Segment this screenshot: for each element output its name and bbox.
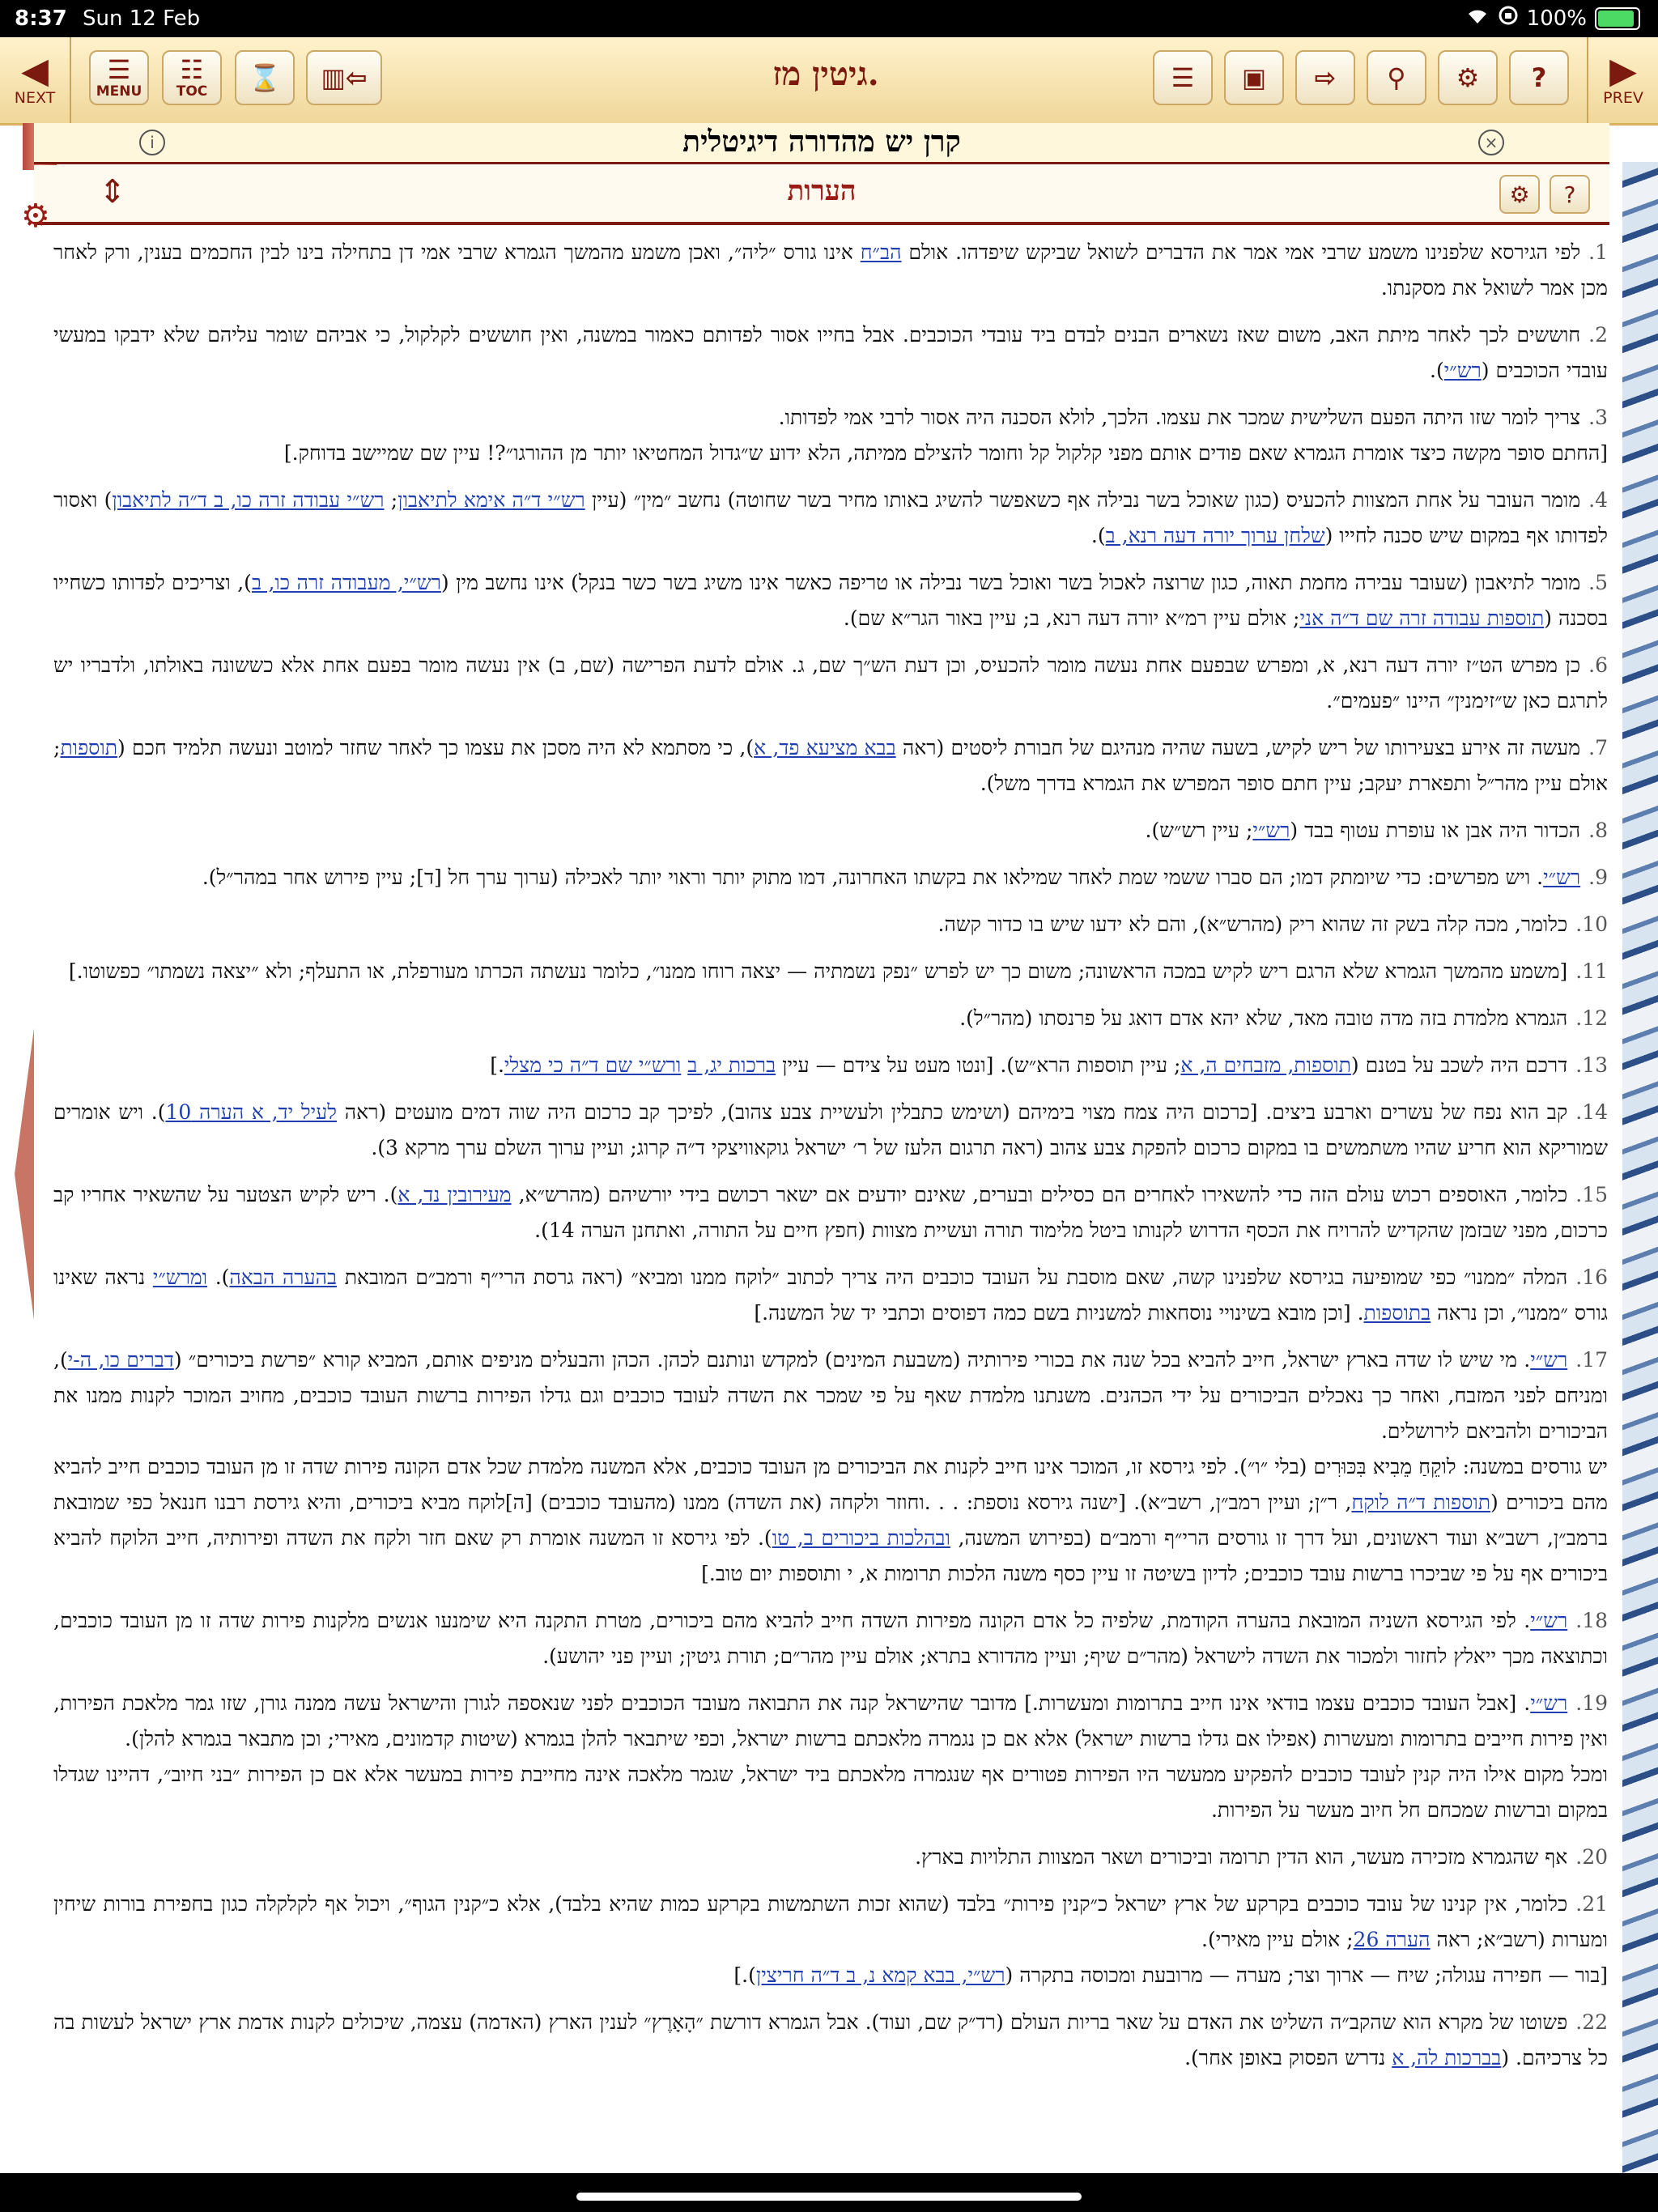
- note-text: ; עיין תוספות הרא״ש). [ונטו מעט על צידם — עיין: [776, 1053, 1181, 1077]
- note-link[interactable]: תוספות ד״ה לוקח: [1351, 1491, 1491, 1514]
- note-text: . [אבל העובד כוכבים עצמו בודאי אינו חייב בתרומות ומעשרות.] מדובר שהישראל קנה את התבואה מעובד הכוכבים לפני שנאספה לגורן והישראל עשה ממנה גורן, שזו גמר מלאכת הפירות, ואין פירות חייבים בתרומות ומעשרות (אפילו אם גדלו ברשות ישראל) אלא אם כן נגמרה מלאכתם ברשות ישראל, וכפי שיתבאר להלן בגמרא (שיטות קדמונים, מאירי; וכן מתבאר בגמרא להלן).: [53, 1691, 1608, 1750]
- note-text: ), כי מסתמא לא היה מסכן את עצמו כך לאחר שחזר למוטב ונעשה תלמיד חכם (: [117, 736, 755, 759]
- note-text: . מי שיש לו שדה בארץ ישראל, חייב להביא בכל שנה את בכורי פירותיה (משבעת המינים) למקדש ונותנם לכהן. הכהן והבעלים מניפים אותם, המביא קורא ״פרשת ביכורים״ (: [173, 1348, 1531, 1372]
- note-link[interactable]: רש״י: [1252, 819, 1290, 842]
- note-text: ).: [207, 1266, 230, 1289]
- note-link[interactable]: מעירובין נד, א: [397, 1183, 512, 1206]
- note-number: 22.: [1575, 2010, 1608, 2034]
- note-link[interactable]: בבא מציעא פד, א: [754, 736, 896, 759]
- note-text: ) ואסור לפדותו אף במקום שיש סכנה לחייו (: [53, 488, 1608, 547]
- note-number: 10.: [1575, 912, 1608, 936]
- notes-list: [53, 235, 1608, 2173]
- battery-icon: [1595, 7, 1640, 30]
- note-number: 4.: [1588, 488, 1608, 512]
- note-paragraph: [53, 860, 1608, 895]
- note-link[interactable]: תוספות, מזבחים ה, א: [1180, 1053, 1351, 1077]
- note-text: ), וצריכים לפדותו כשחייו בסכנה (: [53, 571, 1608, 630]
- note-item: [53, 648, 1608, 719]
- note-link[interactable]: רש״י, בבא קמא נ, ב ד״ה חריצין: [755, 1963, 1005, 1987]
- help-button[interactable]: [1509, 50, 1569, 105]
- hourglass-icon: ⌛: [249, 62, 281, 93]
- note-paragraph: [53, 1260, 1608, 1331]
- close-icon[interactable]: ×: [1478, 130, 1504, 155]
- page-title: גיטין מז.: [772, 55, 879, 93]
- note-extra: [החתם סופר מקשה כיצד אומרת הגמרא שאם פודים אותם מפני קלקול קל וחומר להצילם ממיתה, הלא ידוע ש״גדול המחטיאו יותר מן ההורגו״?! עיין שם שמיישב בדוחק.]: [283, 441, 1608, 465]
- briefcase-button[interactable]: [1224, 50, 1284, 105]
- arrow-right-icon: ▶: [1609, 50, 1637, 91]
- note-paragraph: [53, 1686, 1608, 1757]
- note-text: ;: [384, 488, 398, 512]
- note-item: [53, 1001, 1608, 1036]
- briefcase-icon: ▣: [1241, 62, 1267, 93]
- note-text: ). ויש אומרים שמוריקא הוא חריע שהיו משתמשים בו במקום כרכום להפקת צבע צהוב (ראה תרגום הלעז של ר׳ ישראל גוקאוויצקי ד״ה קרוג; ועיין ערוך השלם ערך מרקא 3).: [53, 1100, 1608, 1159]
- note-item: [53, 235, 1608, 306]
- note-number: 20.: [1575, 1845, 1608, 1869]
- status-right: [1465, 5, 1640, 32]
- note-paragraph: [53, 1048, 1608, 1083]
- note-text: . [וכן מובא בשינויי נוסחאות למשניות בשם כמה דפוסים וכתבי יד של המשנה.]: [754, 1301, 1364, 1325]
- note-number: 18.: [1575, 1609, 1608, 1632]
- resize-vertical-icon[interactable]: ⇕: [99, 173, 126, 211]
- status-date: Sun 12 Feb: [83, 6, 201, 31]
- note-link[interactable]: רש״י: [1530, 1348, 1568, 1372]
- note-paragraph: [53, 235, 1608, 306]
- note-paragraph: [53, 907, 1608, 942]
- note-text: אף שהגמרא מזכירה מעשר, הוא הדין תרומה וביכורים ושאר המצוות התלויות בארץ.: [915, 1845, 1568, 1869]
- toc-label: TOC: [176, 83, 208, 100]
- note-text: ). לפי גירסא זו המשנה אומרת רק שאם חזר ולקח את השדה ופירותיה, חייב הלוקח להביא ביכורים אף על פי שביכרו ברשות עובד כוכבים; לדיון בשיטה זו עיין כסף משנה הלכות תרומות א, י ותוספות יום טוב.]: [53, 1526, 1608, 1585]
- note-link[interactable]: רש״י עבודה זרה כו, ב ד״ה לתיאבון: [112, 488, 385, 512]
- note-item: [53, 2005, 1608, 2076]
- side-drawer-handle[interactable]: [15, 1028, 34, 1320]
- note-link[interactable]: הערה 26: [1353, 1928, 1431, 1951]
- note-paragraph: [53, 483, 1608, 554]
- note-text: [בור — חפירה עגולה; שיח — ארוך וצר; מערה — מרובעת ומכוסה בתקרה (: [1005, 1963, 1608, 1987]
- note-text: [משמע מהמשך הגמרא שלא הרגם ריש לקיש במכה הראשונה; משום כך יש לפרש ״נפק נשמתיה — יצאה רוחו ממנו״, כלומר נעשתה הכרתו מעורפלת, או התעלף; ולא ״יצאה נשמתו״ כפשוטו.]: [68, 959, 1568, 983]
- question-icon: ?: [1563, 181, 1576, 208]
- note-text: דרכם היה לשכב על בטנם (: [1350, 1053, 1568, 1077]
- toolbar: [0, 37, 1658, 125]
- note-link[interactable]: רש״י: [1530, 1609, 1568, 1632]
- note-item: [53, 1048, 1608, 1083]
- note-text: כלומר, אין קנינו של עובד כוכבים בקרקע של ארץ ישראל כ״קנין פירות״ בלבד (שהוא זכות השתמשות בקרקע כמות שהיא בלבד), אלא כ״קנין הגוף״, ויכול אף לקלקלה כגון בחפירת בורות שיחין ומערות (רשב״א; ראה: [53, 1892, 1608, 1951]
- note-text: צריך לומר שזו היתה הפעם השלישית שמכר את עצמו. הלכך, לולא הסכנה היה אסור לרבי אמי לפדותו.: [778, 406, 1581, 429]
- note-text: יש גורסים במשנה: לוקֵחַ מֵבִיא בִּכּוּרִים (בלי ״ו״). לפי גירסא זו, המוכר אינו חייב לקנות את הביכורים מן העובד כוכבים, אלא המשנה מלמדת שכל אדם הקונה פירות שדה זו מן העובד כוכבים חייב להביא מהם ביכורים (: [53, 1455, 1608, 1514]
- edition-banner: [34, 123, 1609, 164]
- page-lines-icon: ☰: [1171, 62, 1195, 93]
- notes-panel-header: [34, 165, 1609, 225]
- goto-button[interactable]: [1295, 50, 1355, 105]
- note-text: מומר העובר על אחת המצוות להכעיס (כגון שאוכל בשר נבילה אף כשאפשר להשיג באותו מחיר בשר שחוטה) נחשב ״מין״ (עיין: [585, 488, 1581, 512]
- note-text: לפי הגירסא שלפנינו משמע שרבי אמי אמר את הדברים לשואל שביקש שיפדהו. אולם: [901, 240, 1581, 264]
- note-paragraph: [53, 1342, 1608, 1449]
- note-text: כלומר, האוספים רכוש עולם הזה כדי להשאירו לאחרים הם כסילים ובערים, שאינם יודעים אם ישאר רכושם בידי יורשיהם (מהרש״א,: [511, 1183, 1568, 1206]
- note-link[interactable]: רש״י, מעבודה זרה כו, ב: [251, 571, 441, 594]
- note-item: [53, 317, 1608, 389]
- note-paragraph: [53, 1840, 1608, 1875]
- note-item: [53, 907, 1608, 942]
- note-text: ; אולם עיין מאירי).: [1201, 1928, 1354, 1951]
- gear-icon: ⚙: [1456, 62, 1480, 93]
- note-item: [53, 860, 1608, 895]
- arrow-left-icon: ◀: [21, 50, 49, 91]
- search-button[interactable]: [1367, 50, 1426, 105]
- note-link[interactable]: תוספות עבודה זרה שם ד״ה אני: [1299, 606, 1545, 630]
- note-text: ; אולם עיין רמ״א יורה דעה רנא, ב; עיין באור הגר״א שם).: [843, 606, 1300, 630]
- page-layout-button[interactable]: [1153, 50, 1213, 105]
- note-item: [53, 483, 1608, 554]
- note-number: 6.: [1588, 653, 1608, 677]
- note-text: .]: [490, 1053, 504, 1077]
- arrow-right-icon: ⇨: [1314, 62, 1337, 93]
- note-number: 2.: [1588, 323, 1608, 347]
- note-text: מומר לתיאבון (שעובר עבירה מחמת תאוה, כגון שרוצה לאכול בשר ואוכל בשר נבילה או טריפה כאשר אינו משיג בשר כשר בנקל) אינו נחשב מין (: [440, 571, 1581, 594]
- book-back-arrow-icon: ▥⇦: [321, 62, 368, 93]
- note-item: [53, 954, 1608, 989]
- note-item: [53, 730, 1608, 802]
- note-link[interactable]: לעיל יד, א הערה 10: [165, 1100, 338, 1124]
- note-number: 15.: [1575, 1183, 1608, 1206]
- note-text: ).: [1090, 524, 1106, 547]
- note-paragraph: [53, 317, 1608, 389]
- note-paragraph: [53, 565, 1608, 636]
- note-link[interactable]: הב״ח: [860, 240, 902, 264]
- note-text: מעשה זה אירע בצעירותו של ריש לקיש, בשעה שהיה מנהיגם של חבורת ליסטים (ראה: [895, 736, 1581, 759]
- note-text: ; עיין רש״ש).: [1145, 819, 1253, 842]
- battery-percent: 100%: [1526, 6, 1587, 31]
- gear-icon[interactable]: ⚙: [21, 198, 50, 235]
- note-paragraph: [53, 1001, 1608, 1036]
- note-number: 9.: [1588, 866, 1608, 889]
- note-link[interactable]: בהערה הבאה: [229, 1266, 338, 1289]
- note-text: ).: [1430, 359, 1444, 382]
- note-text: כן מפרש הט״ז יורה דעה רנא, א, ומפרש שבפעם אחת נעשה מומר להכעיס, וכן דעת הש״ך שם, ג. אולם לדעת הפרישה (שם, ב) אין נעשה מומר בפעם אחת אלא כששונה באולתו, ולדבריו יש לתרגם כאן ש״זימנין״ היינו ״פעמים״.: [53, 653, 1608, 713]
- note-text: פשוטו של מקרא הוא שהקב״ה השליט את האדם על שאר בריות העולם (רד״ק שם, ועוד). אבל הגמרא דורשת ״הָאָרֶץ״ לענין הארץ (האדמה) עצמה, שיכולים לקנות אדמת ארץ ישראל לעשות בה כל צרכיהם. (: [53, 2010, 1608, 2069]
- prev-button[interactable]: [1587, 37, 1658, 123]
- note-extra: [53, 1449, 1608, 1592]
- note-paragraph: [53, 400, 1608, 436]
- question-icon: ?: [1531, 62, 1547, 93]
- note-paragraph: [53, 1177, 1608, 1249]
- note-number: 17.: [1575, 1348, 1608, 1372]
- note-text: הכדור היה אבן או עופרת עטוף בבד (: [1290, 819, 1581, 842]
- note-paragraph: [53, 1603, 1608, 1674]
- note-number: 14.: [1575, 1100, 1608, 1124]
- note-item: [53, 1177, 1608, 1249]
- note-text: . ויש מפרשים: כדי שיומתק דמו; הם סברו ששמי שמת לאחר שמילאו את בקשתו האחרונה, דמו מתוק יותר וראוי יותר לאכילה (ערוך ערך חל [ד]; עיין פירוש אחר במהר״ל).: [202, 866, 1544, 889]
- next-button[interactable]: [0, 37, 71, 123]
- back-to-text-button[interactable]: [306, 50, 382, 105]
- note-link[interactable]: רש״י: [1443, 359, 1482, 382]
- note-paragraph: [53, 648, 1608, 719]
- note-number: 5.: [1588, 571, 1608, 594]
- edition-title: קרן יש מהדורה דיגיטלית: [682, 125, 961, 159]
- note-text: כלומר, מכה קלה בשק זה שהוא ריק (מהרש״א), והם לא ידעו שיש בו כדור קשה.: [937, 912, 1568, 936]
- note-item: [53, 400, 1608, 471]
- note-link[interactable]: ורש״י שם ד״ה כי מצלי: [504, 1053, 682, 1077]
- note-item: [53, 813, 1608, 849]
- note-number: 16.: [1575, 1266, 1608, 1289]
- list-icon: ☷: [180, 54, 204, 85]
- note-link[interactable]: בברכות לה, א: [1392, 2046, 1502, 2069]
- decorative-border: [1622, 162, 1658, 2173]
- note-text: חוששים לכך לאחר מיתת האב, משום שאז נשארים הבנים לבדם ביד עובדי הכוכבים. אבל בחייו אסור לפדותם כאמור במשנה, ואין חוששים לקלקול, כי אביהם שומר עליהם שלא ידבקו במעשי עובדי הכוכבים (: [53, 323, 1608, 382]
- note-text: נראה שאינו גורס ״ממנו״, וכן נראה: [53, 1266, 1608, 1325]
- note-text: ). ריש לקיש הצטער על שהשאיר אחריו קב כרכום, מפני שבזמן שהקדיש להרויח את הכסף הדרוש לקנותו ביטל מלימוד תורה ועשיית מצוות (חפץ חיים על התורה, ואתחנן הערה 14).: [53, 1183, 1608, 1242]
- note-paragraph: [53, 813, 1608, 849]
- note-number: 1.: [1588, 240, 1608, 264]
- note-text: קב הוא נפח של עשרים וארבע ביצים. [כרכום היה צמח מצוי בימיהם (ושימש כתבלין ולעשיית צבע צהוב), לפיכך קב כרכום היה שוה דמים מועטים (ראה: [337, 1100, 1568, 1124]
- next-label: NEXT: [14, 89, 56, 107]
- note-number: 8.: [1588, 819, 1608, 842]
- note-paragraph: [53, 954, 1608, 989]
- status-time: 8:37: [15, 6, 67, 31]
- note-number: 21.: [1575, 1892, 1608, 1916]
- note-number: 3.: [1588, 406, 1608, 429]
- wifi-icon: [1465, 6, 1490, 31]
- note-link[interactable]: דברים כו, ה-י: [67, 1348, 174, 1372]
- note-item: [53, 1887, 1608, 1993]
- toc-button[interactable]: [162, 50, 222, 105]
- note-text: אינו גורס ״ליה״, ואכן משמע מהמשך הגמרא שרבי אמי דן בתחילה בינו לבין החכמים בענין, ורק לאחר מכן אמר לשואל את מסקנתו.: [53, 240, 1608, 300]
- note-text: ), ומניחם לפני המזבח, ואחר כך נאכלים הביכורים על ידי הכהנים. משנתנו מלמדת שאף על פי שמכר את השדה לעובד כוכבים וגם גדלו הפירות ברשות העובד כוכבים, מחויב המוכר לקנות ממנו את הביכורים ולהביאם לירושלים.: [53, 1348, 1608, 1443]
- note-number: 7.: [1588, 736, 1608, 759]
- note-link[interactable]: רש״י: [1543, 866, 1581, 889]
- note-item: [53, 1260, 1608, 1331]
- battery-fill: [1598, 11, 1634, 27]
- note-text: . לפי הגירסא השניה המובאת בהערה הקודמת, שלפיה כל אדם הקונה מפירות השדה חייב להביא מהם ביכורים, מטרת התקנה היא שימנעו אנשים מלקנות פירות שדה זו מן העובד כוכבים, וכתוצאה מכך ייאלץ לחזור ולמכור את השדה לישראל (מהר״ם שיף; ועיין מהדורא בתרא; אולם עיין מהר״ם; תורת גיטין; ועיין פני יהושע).: [53, 1609, 1608, 1668]
- note-paragraph: [53, 730, 1608, 802]
- prev-label: PREV: [1603, 89, 1643, 107]
- note-item: [53, 1840, 1608, 1875]
- note-number: 19.: [1575, 1691, 1608, 1715]
- note-paragraph: [53, 2005, 1608, 2076]
- note-link[interactable]: שלחן ערוך יורה דעה רנא, ב: [1105, 524, 1325, 547]
- note-text: ; אולם עיין מהר״ל ותפארת יעקב; עיין חתם סופר המפרש את הגמרא בדרך משל).: [53, 736, 1608, 795]
- note-text: ).]: [733, 1963, 756, 1987]
- note-text: נדרש הפסוק באופן אחר).: [1184, 2046, 1392, 2069]
- note-item: [53, 1603, 1608, 1674]
- note-number: 11.: [1575, 959, 1608, 983]
- hamburger-icon: ☰: [107, 54, 131, 85]
- note-link[interactable]: ברכות יג, ב: [687, 1053, 776, 1077]
- note-text: המלה ״ממנו״ כפי שמופיעה בגירסא שלפנינו קשה, שאם מוסבת על העובד כוכבים היה צריך לכתוב ״לוקח ממנו ומביא״ (ראה גרסת הרי״ף ורמב״ם המובאת: [337, 1266, 1568, 1289]
- home-indicator[interactable]: [576, 2193, 1082, 2201]
- note-number: 12.: [1575, 1006, 1608, 1030]
- orientation-lock-icon: [1498, 5, 1519, 32]
- note-link[interactable]: תוספות: [60, 736, 118, 759]
- note-text: הגמרא מלמדת בזה מדה טובה מאד, שלא יהא אדם דואג על פרנסתו (מהר״ל).: [959, 1006, 1568, 1030]
- notes-help-button[interactable]: [1550, 175, 1590, 214]
- note-text: , ר״ן; ועיין רמב״ן, רשב״א). [ישנה גירסא נוספת: . . .וחוזר ולקחה (את השדה) ממנו (מהעובד כוכבים) [ה]לוקח מביא ביכורים, והיא גירסת רבנו חננאל כפי שמובאת ברמב״ן, רשב״א ועוד ראשונים, ועל דרך זו גורסים הרי״ף ורמב״ם (בפירוש המשנה,: [53, 1491, 1608, 1550]
- search-icon: ⚲: [1387, 62, 1406, 93]
- note-number: 13.: [1575, 1053, 1608, 1077]
- note-link[interactable]: רש״י ד״ה אימא לתיאבון: [397, 488, 585, 512]
- note-item: [53, 565, 1608, 636]
- note-item: [53, 1686, 1608, 1828]
- note-extra: ומכל מקום אילו היה קנין לעובד כוכבים להפקיע ממעשר היו הפירות פטורים אף שנגמרה מלאכתם ביד ישראל, שגמר מלאכה אינה מחייבת פירות במעשר אלא אם כן הפירות ״בני חיוב״, דהיינו שגדלו במקום וברשות שמכחם חל חיוב מעשר על הפירות.: [53, 1763, 1608, 1822]
- history-button[interactable]: [235, 50, 295, 105]
- gear-icon: ⚙: [1509, 181, 1530, 208]
- note-item: [53, 1342, 1608, 1592]
- note-item: [53, 1095, 1608, 1166]
- note-link[interactable]: בתוספות: [1363, 1301, 1431, 1325]
- note-extra: [53, 1958, 1608, 1993]
- status-bar: [0, 0, 1658, 37]
- note-link[interactable]: רש״י: [1530, 1691, 1568, 1715]
- menu-button[interactable]: [89, 50, 149, 105]
- notes-title: הערות: [787, 175, 857, 207]
- note-paragraph: [53, 1887, 1608, 1958]
- note-link[interactable]: ובהלכות ביכורים ב, טו: [772, 1526, 950, 1550]
- note-link[interactable]: ומרש״י: [152, 1266, 208, 1289]
- note-paragraph: [53, 1095, 1608, 1166]
- info-icon[interactable]: i: [139, 130, 165, 155]
- menu-label: MENU: [96, 83, 142, 100]
- settings-button[interactable]: [1438, 50, 1498, 105]
- notes-settings-button[interactable]: [1499, 175, 1540, 214]
